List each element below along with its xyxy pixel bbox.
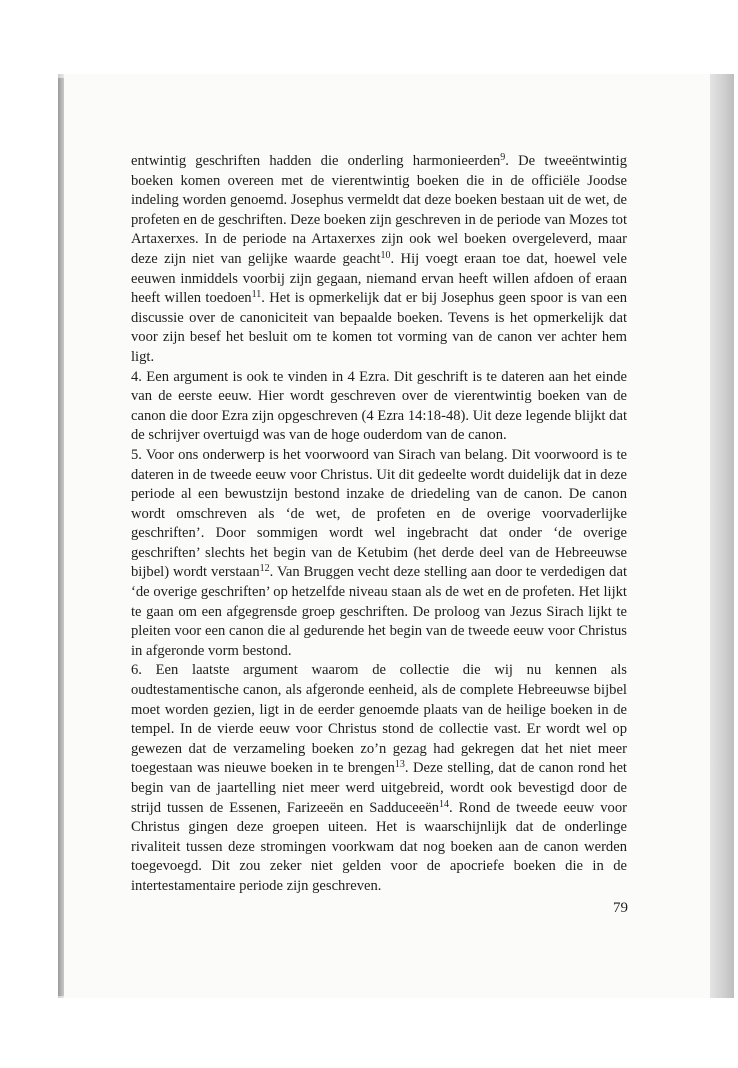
text-segment: 5. Voor ons onderwerp is het voorwoord van Sirach van belang. Dit voorwoord is te dateren in de tweede eeuw voor Christus. Uit dit gedeelte wordt duidelijk dat in deze periode al een bewustzijn bestond inzake de driedeling van de canon. De canon wordt omschreven als ‘de wet, de profeten en de overige voorvaderlijke geschriften’. Door sommigen wordt wel ingebracht dat onder ‘de overige geschriften’ slechts het begin van de Ketubim (het derde deel van de Hebreeuwse bijbel) wordt verstaan bbox=[131, 446, 627, 581]
text-segment: 6. Een laatste argument waarom de collectie die wij nu kennen als oudtestamentische canon, als afgeronde eenheid, als de complete Hebreeuwse bijbel moet worden gezien, ligt in de eerder genoemde plaats van de heilige boeken in de tempel. In de vierde eeuw voor Christus stond de collectie vast. Er wordt wel op gewezen dat de verzameling boeken zo’n gezag had gekregen dat het niet meer toegestaan was nieuwe boeken in te brengen bbox=[131, 662, 627, 777]
page-number: 79 bbox=[613, 900, 628, 916]
paragraph-temple-collection bbox=[131, 661, 627, 896]
text-segment: . Rond de tweede eeuw voor Christus gingen deze groepen uiteen. Het is waarschijnlijk dat de onderlinge rivaliteit tussen deze stromingen voorkwam dat nog boeken aan de canon werden toegevoegd. Dit zou zeker niet gelden voor de apocriefe boeken die in de intertestamentaire periode zijn geschreven. bbox=[131, 799, 627, 894]
book-spine-edge bbox=[58, 78, 64, 996]
text-segment: . De tweeëntwintig boeken komen overeen met de vierentwintig boeken die in de officiële Joodse indeling worden genoemd. Josephus vermeldt dat deze boeken bestaan uit de wet, de profeten en de geschriften. Deze boeken zijn geschreven in de periode van Mozes tot Artaxerxes. In de periode na Artaxerxes zijn ook wel boeken overgeleverd, maar deze zijn niet van gelijke waarde geacht bbox=[131, 153, 627, 267]
footnote-marker: 14 bbox=[439, 798, 449, 810]
paragraph-4-ezra bbox=[131, 368, 627, 446]
text-segment: . Van Bruggen vecht deze stelling aan door te verdedigen dat ‘de overige geschriften’ op hetzelfde niveau staan als de wet en de profeten. Het lijkt te gaan om een afgegrensde groep geschriften. De proloog van Jezus Sirach lijkt te pleiten voor een canon die al gedurende het begin van de tweede eeuw voor Christus in afgeronde vorm bestond. bbox=[131, 564, 627, 659]
footnote-marker: 12 bbox=[259, 563, 270, 575]
footnote-marker: 13 bbox=[394, 759, 405, 771]
page-edge-right bbox=[710, 74, 734, 998]
text-segment: . Het is opmerkelijk dat er bij Josephus geen spoor is van een discussie over de canoniciteit van bepaalde boeken. Tevens is het opmerkelijk dat voor zijn besef het besluit om te komen tot vorming van de canon ver achter hem ligt. bbox=[131, 290, 628, 365]
body-text bbox=[131, 152, 627, 897]
text-segment: entwintig geschriften hadden die onderling harmonieerden bbox=[131, 153, 501, 169]
paragraph-sirach bbox=[131, 446, 627, 662]
footnote-marker: 9 bbox=[500, 152, 506, 163]
paragraph-josephus bbox=[131, 152, 627, 368]
footnote-marker: 11 bbox=[251, 289, 262, 301]
text-segment: 4. Een argument is ook te vinden in 4 Ezra. Dit geschrift is te dateren aan het einde van de eerste eeuw. Hier wordt geschreven over de vierentwintig boeken van de canon die door Ezra zijn opgeschreven (4 Ezra 14:18-48). Uit deze legende blijkt dat de schrijver overtuigd was van de hoge ouderdom van de canon. bbox=[131, 368, 627, 444]
text-segment: . Deze stelling, dat de canon rond het begin van de jaartelling niet meer werd uitgebreid, wordt ook bevestigd door de strijd tussen de Essenen, Farizeeën en Sadduceeën bbox=[131, 760, 627, 816]
footnote-marker: 10 bbox=[380, 249, 391, 261]
text-segment: . Hij voegt eraan toe dat, hoewel vele eeuwen inmiddels voorbij zijn gegaan, niemand ervan heeft willen afdoen of eraan heeft willen toedoen bbox=[131, 250, 627, 307]
